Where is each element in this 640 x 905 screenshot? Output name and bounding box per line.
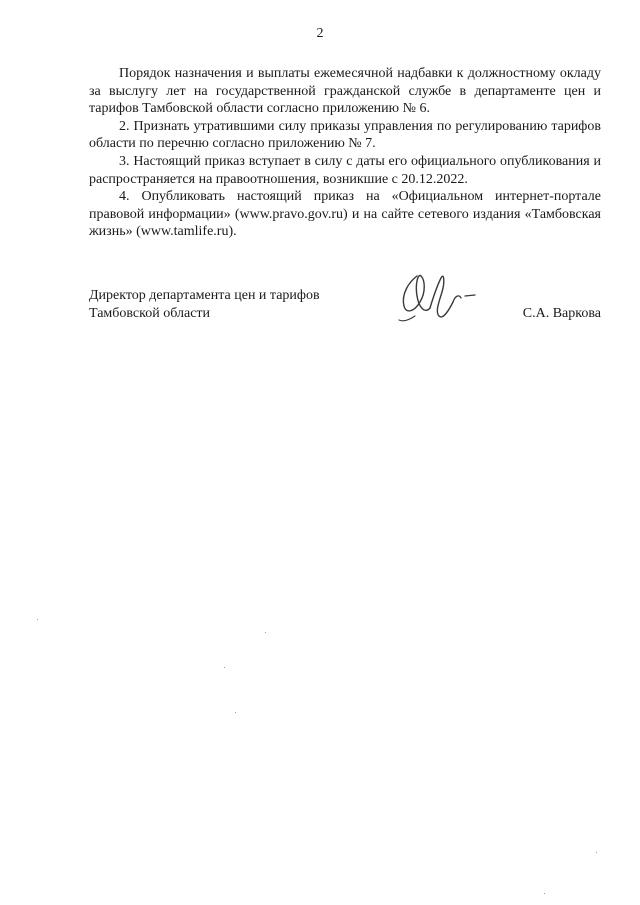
document-body: [89, 65, 601, 241]
signatory-name: С.А. Варкова: [522, 305, 601, 321]
scan-speck: [37, 619, 38, 620]
handwritten-signature: [395, 268, 485, 326]
scan-speck: [544, 893, 545, 894]
scan-speck: [265, 632, 266, 633]
scan-speck: [235, 712, 236, 713]
signatory-position-line2: Тамбовской области: [89, 305, 211, 321]
signatory-position: [89, 287, 379, 322]
signatory-position-line1: Директор департамента цен и тарифов: [89, 288, 320, 303]
scan-speck: [224, 667, 225, 668]
scan-speck: [596, 852, 597, 853]
paragraph-effective-date: 3. Настоящий приказ вступает в силу с даты его официального опубликования и распространяется на правоотношения, возникшие с 20.12.2022.: [89, 153, 601, 187]
paragraph-repeal-orders: 2. Признать утратившими силу приказы управления по регулированию тарифов области по перечню согласно приложению № 7.: [89, 118, 601, 152]
page-number: 2: [316, 26, 324, 41]
paragraph-publication: 4. Опубликовать настоящий приказ на «Официальном интернет-портале правовой информации» (www.pravo.gov.ru) и на сайте сетевого издания «Тамбовская жизнь» (www.tamlife.ru).: [89, 189, 601, 240]
paragraph-appendix-6: Порядок назначения и выплаты ежемесячной надбавки к должностному окладу за выслугу лет на государственной гражданской службе в департаменте цен и тарифов Тамбовской области согласно приложению № 6.: [89, 66, 601, 117]
